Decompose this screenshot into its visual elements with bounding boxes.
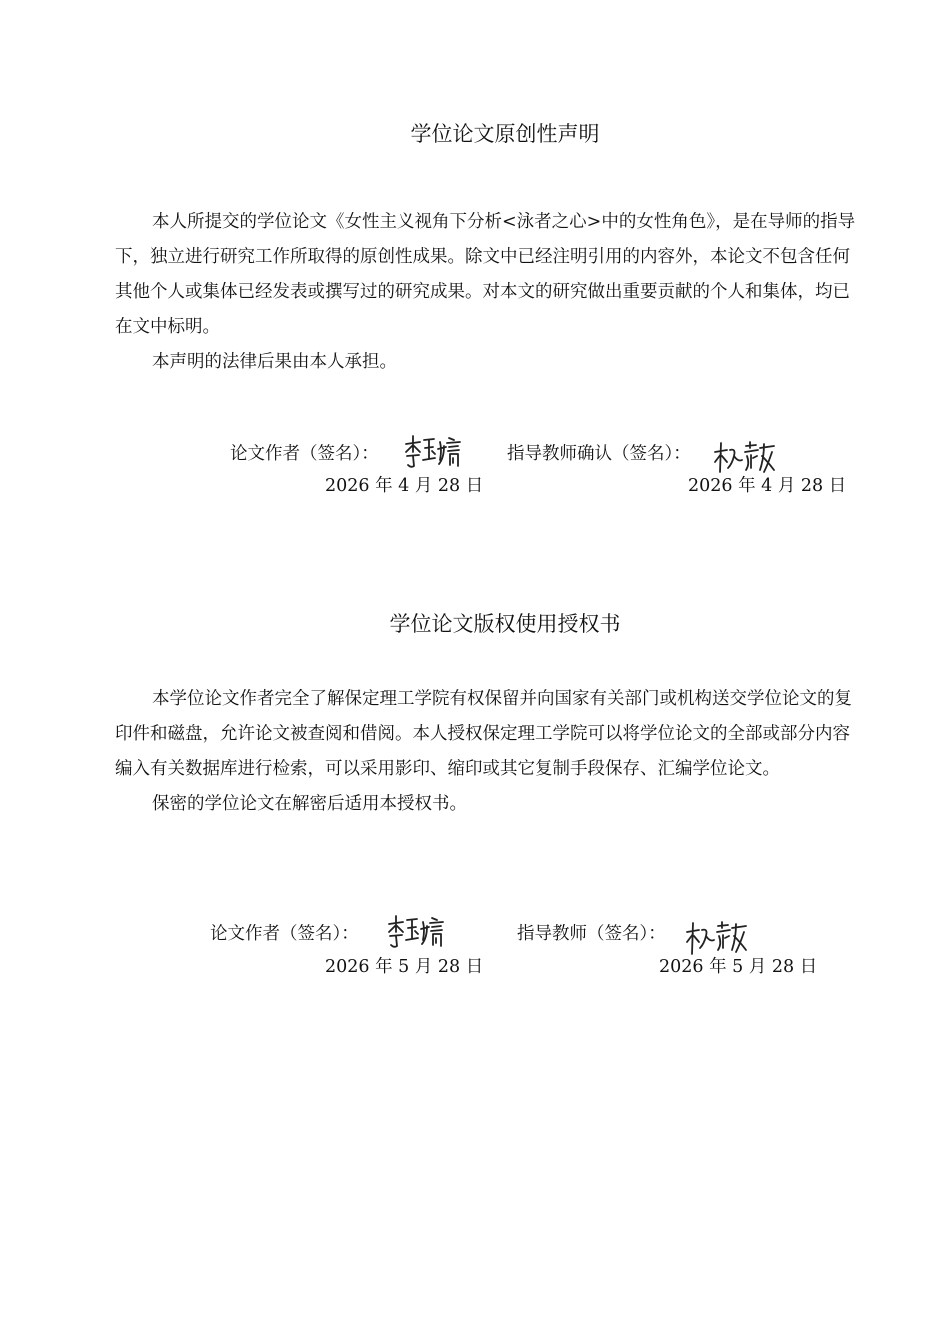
declaration-advisor-date: 2026 年 4 月 28 日 xyxy=(688,476,847,496)
authorization-paragraph: 本学位论文作者完全了解保定理工学院有权保留并向国家有关部门或机构送交学位论文的复印件和磁盘，允许论文被查阅和借阅。本人授权保定理工学院可以将学位论文的全部或部分内容编入有关数据库进行检索，可以采用影印、缩印或其它复制手段保存、汇编学位论文。 xyxy=(115,689,852,779)
declaration-title: 学位论文原创性声明 xyxy=(410,122,600,146)
authorization-paragraph: 保密的学位论文在解密后适用本授权书。 xyxy=(152,794,467,814)
authorization-body xyxy=(115,682,865,822)
declaration-author-date: 2026 年 4 月 28 日 xyxy=(325,476,484,496)
authorization-title: 学位论文版权使用授权书 xyxy=(389,612,621,636)
authorization-author-signature xyxy=(385,912,447,956)
declaration-author-label: 论文作者（签名）： xyxy=(230,444,379,464)
declaration-body xyxy=(115,205,865,380)
declaration-advisor-label: 指导教师确认（签名）： xyxy=(507,444,691,464)
declaration-paragraph: 本声明的法律后果由本人承担。 xyxy=(152,352,397,372)
declaration-author-signature xyxy=(402,432,464,476)
authorization-advisor-label: 指导教师（签名）： xyxy=(517,924,666,944)
authorization-author-date: 2026 年 5 月 28 日 xyxy=(325,957,484,977)
authorization-author-label: 论文作者（签名）： xyxy=(210,924,359,944)
authorization-advisor-signature xyxy=(684,920,750,962)
authorization-advisor-date: 2026 年 5 月 28 日 xyxy=(659,957,818,977)
declaration-paragraph: 本人所提交的学位论文《女性主义视角下分析<泳者之心>中的女性角色》，是在导师的指导下，独立进行研究工作所取得的原创性成果。除文中已经注明引用的内容外，本论文不包含任何其他个人或集体已经发表或撰写过的研究成果。对本文的研究做出重要贡献的个人和集体，均已在文中标明。 xyxy=(115,212,856,337)
